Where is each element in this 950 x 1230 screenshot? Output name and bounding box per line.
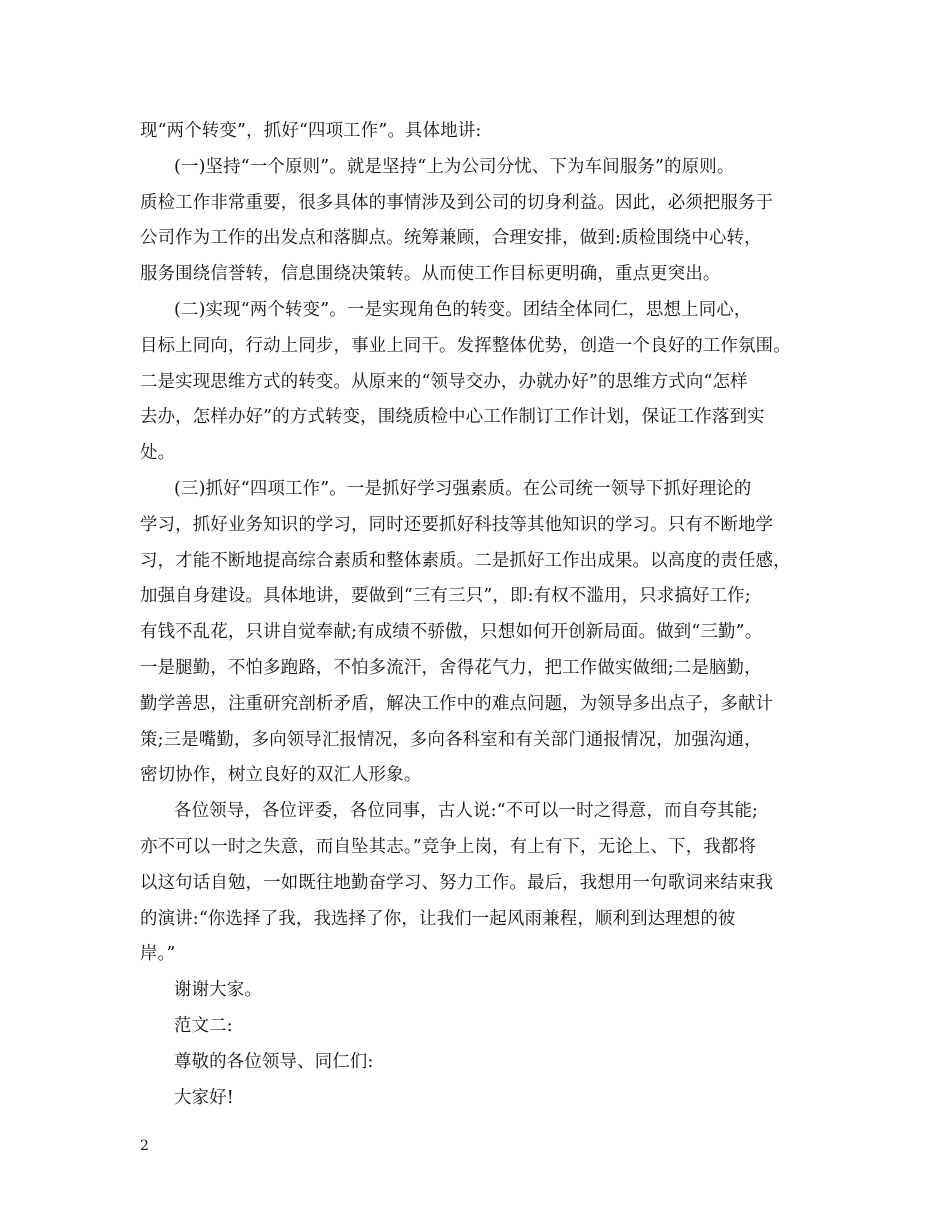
text-line: 的演讲:“你选择了我，我选择了你，让我们一起风雨兼程，顺利到达理想的彼 [140, 908, 736, 929]
text-line: 岸。” [140, 944, 176, 965]
text-line: 尊敬的各位领导、同仁们: [174, 1051, 374, 1072]
text-line: 公司作为工作的出发点和落脚点。统筹兼顾，合理安排，做到:质检围绕中心转， [140, 228, 762, 249]
text-line: (二)实现“两个转变”。一是实现角色的转变。团结全体同仁，思想上同心， [174, 299, 752, 320]
text-line: 范文二: [174, 1015, 233, 1036]
text-line: 去办，怎样办好”的方式转变，围绕质检中心工作制订工作计划，保证工作落到实 [140, 407, 765, 428]
text-line: 以这句话自勉，一如既往地勤奋学习、努力工作。最后，我想用一句歌词来结束我 [140, 872, 774, 893]
text-line: 加强自身建设。具体地讲，要做到“三有三只”，即:有权不滥用，只求搞好工作; [140, 586, 751, 607]
text-line: 有钱不乱花，只讲自觉奉献;有成绩不骄傲，只想如何开创新局面。做到“三勤”。 [140, 622, 763, 643]
text-line: (一)坚持“一个原则”。就是坚持“上为公司分忧、下为车间服务”的原则。 [174, 156, 735, 177]
text-line: 质检工作非常重要，很多具体的事情涉及到公司的切身利益。因此，必须把服务于 [140, 192, 774, 213]
text-line: 处。 [140, 443, 176, 464]
document-body [140, 114, 820, 1116]
text-line: 习，才能不断地提高综合素质和整体素质。二是抓好工作出成果。以高度的责任感， [140, 550, 791, 571]
text-line: 二是实现思维方式的转变。从原来的“领导交办，办就办好”的思维方式向“怎样 [140, 371, 748, 392]
text-line: 现“两个转变”，抓好“四项工作”。具体地讲: [140, 121, 482, 141]
text-line: 学习，抓好业务知识的学习，同时还要抓好科技等其他知识的学习。只有不断地学 [140, 514, 774, 535]
text-line: 一是腿勤，不怕多跑路，不怕多流汗，舍得花气力，把工作做实做细;二是脑勤， [140, 657, 762, 678]
text-line: 服务围绕信誉转，信息围绕决策转。从而使工作目标更明确，重点更突出。 [140, 264, 721, 285]
text-line: 亦不可以一时之失意，而自坠其志。”竞争上岗，有上有下，无论上、下，我都将 [140, 836, 757, 857]
text-line: (三)抓好“四项工作”。一是抓好学习强素质。在公司统一领导下抓好理论的 [174, 478, 752, 499]
page-number: 2 [140, 1138, 149, 1154]
text-line: 各位领导，各位评委，各位同事，古人说:“不可以一时之得意，而自夸其能; [174, 801, 759, 822]
text-line: 目标上同向，行动上同步，事业上同干。发挥整体优势，创造一个良好的工作氛围。 [140, 335, 791, 356]
text-line: 策;三是嘴勤，多向领导汇报情况，多向各科室和有关部门通报情况，加强沟通， [140, 729, 762, 750]
text-line: 谢谢大家。 [174, 980, 262, 1001]
text-line: 勤学善思，注重研究剖析矛盾，解决工作中的难点问题，为领导多出点子，多献计 [140, 693, 774, 714]
text-line: 密切协作，树立良好的双汇人形象。 [140, 765, 422, 786]
text-line: 大家好! [174, 1087, 234, 1108]
